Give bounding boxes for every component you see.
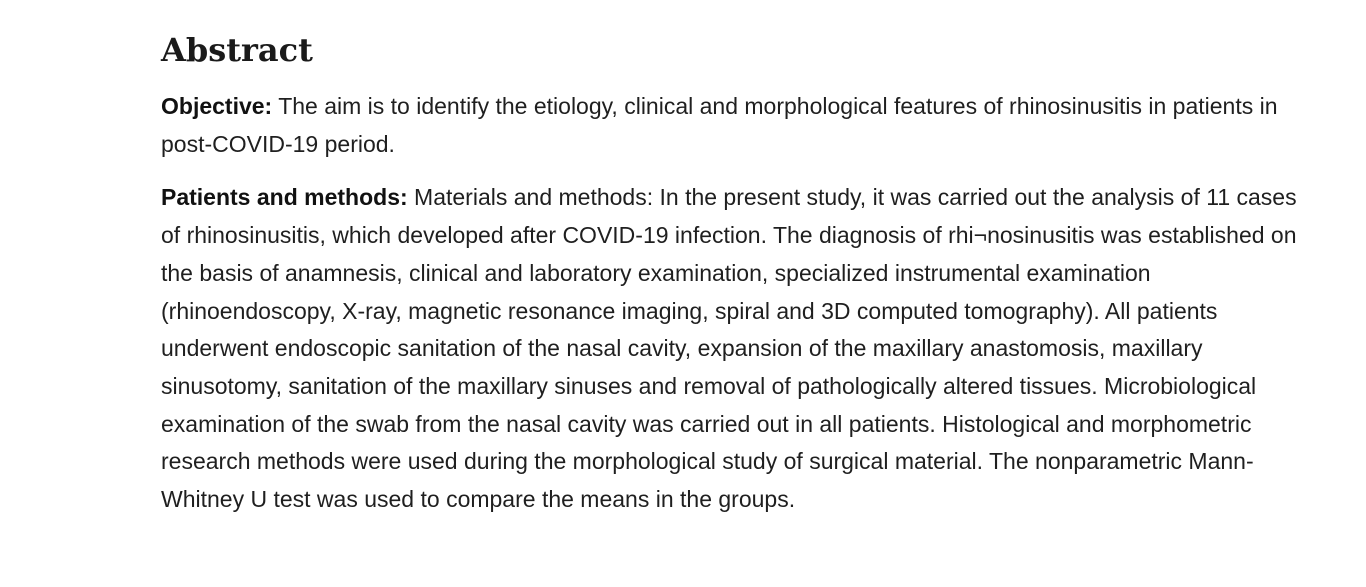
objective-label: Objective: xyxy=(161,93,273,119)
abstract-section xyxy=(161,30,1311,535)
abstract-heading: Abstract xyxy=(161,31,313,69)
methods-paragraph xyxy=(161,179,1311,518)
methods-label: Patients and methods: xyxy=(161,184,408,211)
objective-text: The aim is to identify the etiology, clinical and morphological features of rhinosinusitis in patients in post-COVID-19 period. xyxy=(161,93,1278,157)
objective-paragraph xyxy=(161,88,1311,163)
methods-text: Materials and methods: In the present study, it was carried out the analysis of 11 cases of rhinosinusitis, which developed after COVID-19 infection. The diagnosis of rhi¬nosinusitis was established on the basis of anamnesis, clinical and laboratory examination, specialized instrumental examination (rhinoendoscopy, X-ray, magnetic resonance imaging, spiral and 3D computed tomography). All patients underwent endoscopic sanitation of the nasal cavity, expansion of the maxillary anastomosis, maxillary sinusotomy, sanitation of the maxillary sinuses and removal of pathologically altered tissues. Microbiological examination of the swab from the nasal cavity was carried out in all patients. Histological and morphometric research methods were used during the morphological study of surgical material. The nonparametric Mann-Whitney U test was used to compare the means in the groups. xyxy=(161,184,1297,513)
